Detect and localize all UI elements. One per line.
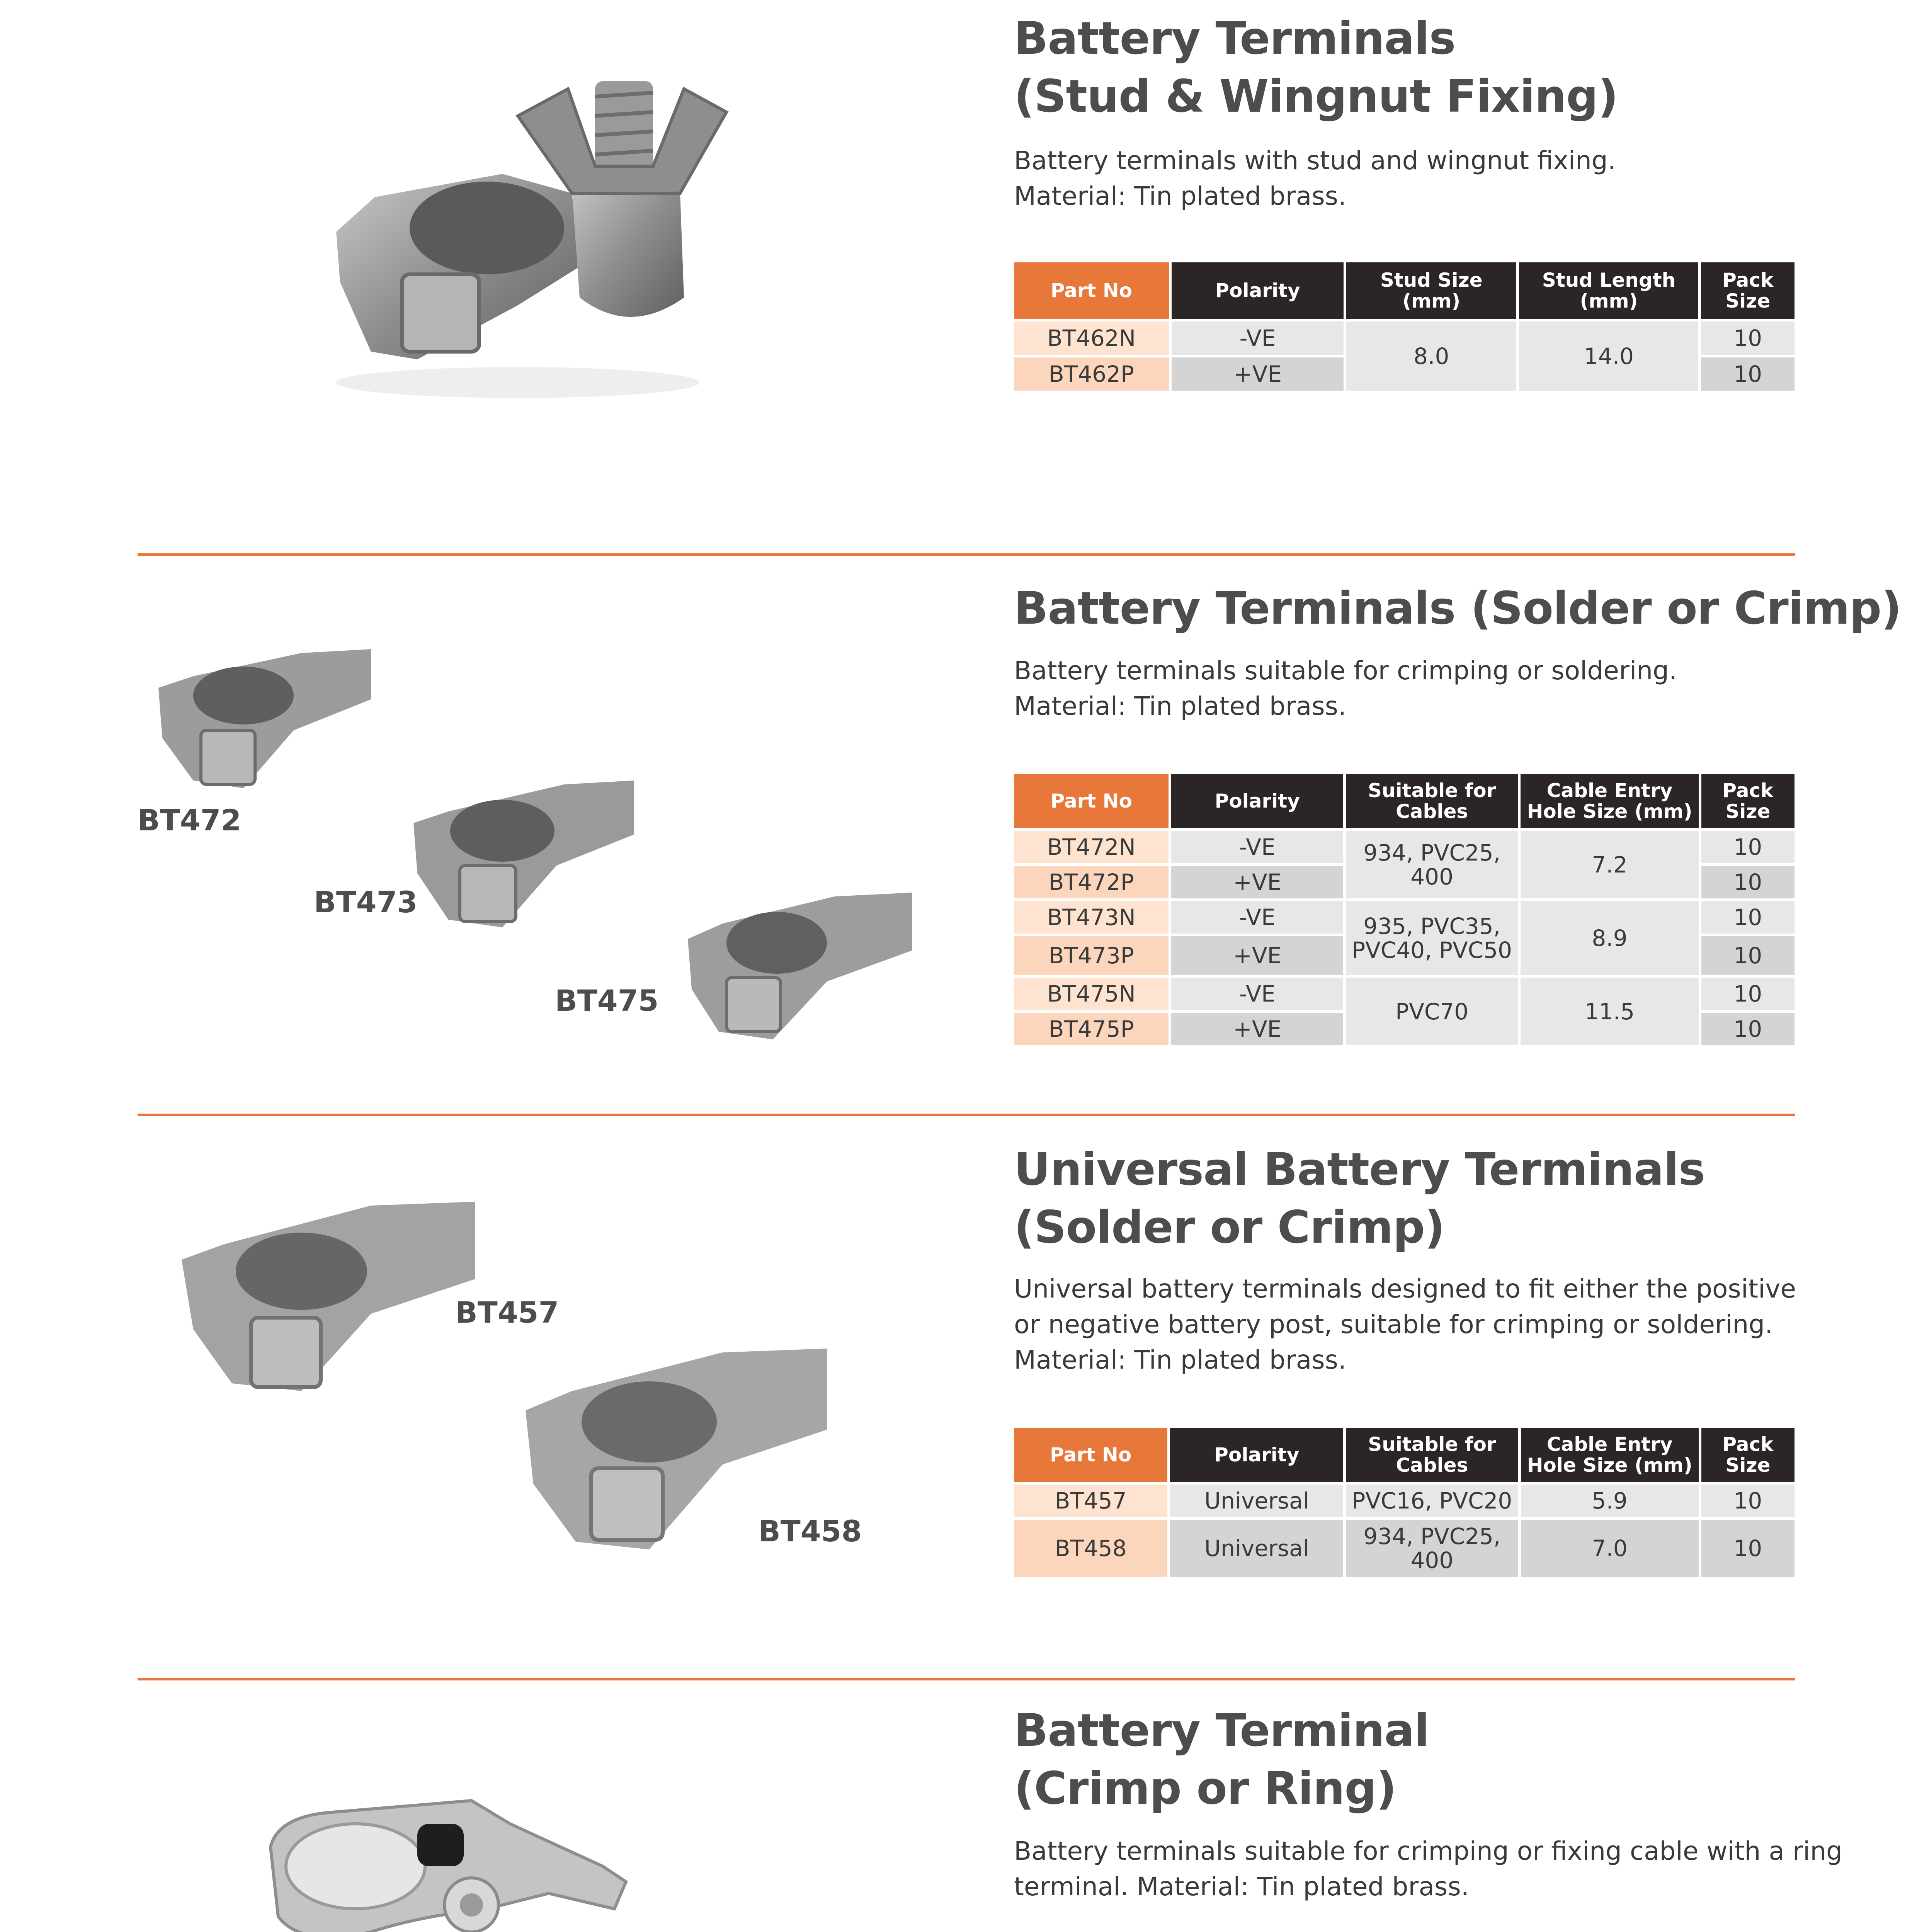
column-header-polarity: Polarity	[1172, 262, 1344, 319]
table-cell-suitable-cables: 934, PVC25, 400	[1346, 1520, 1518, 1577]
section-1-description	[1014, 143, 1616, 214]
solder-terminal-photo-bt472	[147, 634, 379, 806]
section-1-title-line-2: (Stud & Wingnut Fixing)	[1014, 70, 1618, 122]
table-cell-polarity: +VE	[1171, 1013, 1343, 1045]
column-header-pack-size: Pack Size	[1701, 774, 1795, 828]
table-cell-part-no: BT457	[1014, 1485, 1167, 1517]
table-cell-cable-entry-hole: 5.9	[1521, 1485, 1699, 1517]
wingnut-terminal-photo	[301, 66, 734, 415]
table-cell-part-no: BT458	[1014, 1520, 1167, 1577]
table-cell-cable-entry-hole: 7.0	[1521, 1520, 1699, 1577]
table-cell-part-no: BT475P	[1014, 1013, 1169, 1045]
section-divider	[138, 553, 1795, 556]
section-3-title-line-2: (Solder or Crimp)	[1014, 1201, 1445, 1253]
section-2-title	[1014, 580, 1901, 638]
table-cell-cable-entry-hole: 8.9	[1521, 901, 1698, 975]
section-3-desc-line-2: or negative battery post, suitable for crimping or soldering.	[1014, 1310, 1773, 1339]
column-header-pack-size: Pack Size	[1701, 262, 1795, 319]
section-4-title	[1014, 1702, 1429, 1818]
table-cell-pack-size: 10	[1701, 936, 1795, 975]
column-header-part-no: Part No	[1014, 774, 1169, 828]
table-cell-cable-entry-hole: 7.2	[1521, 831, 1698, 898]
section-3-title-line-1: Universal Battery Terminals	[1014, 1143, 1705, 1196]
table-cell-pack-size: 10	[1701, 866, 1795, 898]
table-cell-polarity: +VE	[1172, 357, 1344, 391]
photo-label-bt458: BT458	[758, 1514, 862, 1548]
section-2-description	[1014, 653, 1677, 724]
table-cell-polarity: -VE	[1171, 831, 1343, 863]
table-cell-part-no: BT462P	[1014, 357, 1169, 391]
photo-label-bt475: BT475	[555, 983, 659, 1018]
universal-terminal-photo-bt457	[170, 1182, 487, 1408]
table-cell-polarity: Universal	[1170, 1520, 1343, 1577]
table-cell-suitable-cables: PVC70	[1346, 978, 1518, 1045]
table-cell-stud-length: 14.0	[1519, 321, 1698, 391]
column-header-stud-length: Stud Length (mm)	[1519, 262, 1698, 319]
column-header-pack-size: Pack Size	[1701, 1428, 1795, 1482]
table-cell-cable-entry-hole: 11.5	[1521, 978, 1698, 1045]
table-cell-pack-size: 10	[1701, 1520, 1795, 1577]
table-cell-pack-size: 10	[1701, 901, 1795, 934]
column-header-part-no: Part No	[1014, 1428, 1167, 1482]
table-cell-pack-size: 10	[1701, 1485, 1795, 1517]
section-1-desc-line-1: Battery terminals with stud and wingnut fixing.	[1014, 146, 1616, 175]
table-cell-pack-size: 10	[1701, 831, 1795, 863]
column-header-polarity: Polarity	[1170, 1428, 1343, 1482]
column-header-stud-size: Stud Size (mm)	[1346, 262, 1516, 319]
photo-label-bt472: BT472	[138, 803, 242, 837]
table-cell-polarity: Universal	[1170, 1485, 1343, 1517]
section-1-spec-table	[1011, 260, 1797, 393]
section-4-description	[1014, 1833, 1842, 1905]
table-cell-part-no: BT473N	[1014, 901, 1169, 934]
section-2-title-line-1: Battery Terminals (Solder or Crimp)	[1014, 582, 1902, 634]
section-1-title	[1014, 10, 1618, 126]
table-cell-part-no: BT472N	[1014, 831, 1169, 863]
section-1-desc-line-2: Material: Tin plated brass.	[1014, 181, 1347, 211]
section-2-desc-line-2: Material: Tin plated brass.	[1014, 691, 1347, 721]
table-cell-pack-size: 10	[1701, 978, 1795, 1010]
table-cell-suitable-cables: PVC16, PVC20	[1346, 1485, 1518, 1517]
section-3-desc-line-3: Material: Tin plated brass.	[1014, 1345, 1347, 1375]
section-3-desc-line-1: Universal battery terminals designed to fit either the positive	[1014, 1274, 1796, 1304]
section-1-title-line-1: Battery Terminals	[1014, 12, 1456, 65]
table-cell-suitable-cables: 934, PVC25, 400	[1346, 831, 1518, 898]
section-3-spec-table	[1011, 1425, 1797, 1580]
column-header-suitable-cables: Suitable for Cables	[1346, 1428, 1518, 1482]
section-4-title-line-1: Battery Terminal	[1014, 1704, 1429, 1757]
table-cell-polarity: -VE	[1172, 321, 1344, 355]
section-4-title-line-2: (Crimp or Ring)	[1014, 1762, 1397, 1815]
column-header-suitable-cables: Suitable for Cables	[1346, 774, 1518, 828]
table-cell-stud-size: 8.0	[1346, 321, 1516, 391]
solder-terminal-photo-bt475	[680, 873, 920, 1053]
table-cell-suitable-cables: 935, PVC35, PVC40, PVC50	[1346, 901, 1518, 975]
table-cell-polarity: +VE	[1171, 936, 1343, 975]
table-cell-polarity: -VE	[1171, 901, 1343, 934]
column-header-cable-entry-hole: Cable Entry Hole Size (mm)	[1521, 774, 1698, 828]
section-divider	[138, 1678, 1795, 1680]
column-header-part-no: Part No	[1014, 262, 1169, 319]
column-header-cable-entry-hole: Cable Entry Hole Size (mm)	[1521, 1428, 1699, 1482]
photo-label-bt473: BT473	[314, 885, 418, 919]
table-cell-polarity: -VE	[1171, 978, 1343, 1010]
table-cell-part-no: BT462N	[1014, 321, 1169, 355]
section-4-desc-line-1: Battery terminals suitable for crimping or fixing cable with a ring	[1014, 1836, 1843, 1866]
section-divider	[138, 1114, 1795, 1116]
table-cell-part-no: BT472P	[1014, 866, 1169, 898]
section-2-spec-table	[1011, 771, 1797, 1048]
table-cell-pack-size: 10	[1701, 357, 1795, 391]
section-3-description	[1014, 1271, 1796, 1378]
ring-terminal-photo	[255, 1770, 850, 1932]
solder-terminal-photo-bt473	[402, 765, 641, 945]
section-3-title	[1014, 1141, 1705, 1257]
table-cell-polarity: +VE	[1171, 866, 1343, 898]
table-cell-part-no: BT475N	[1014, 978, 1169, 1010]
column-header-polarity: Polarity	[1171, 774, 1343, 828]
table-cell-pack-size: 10	[1701, 321, 1795, 355]
photo-label-bt457: BT457	[455, 1295, 559, 1330]
section-2-desc-line-1: Battery terminals suitable for crimping or soldering.	[1014, 656, 1677, 685]
table-cell-part-no: BT473P	[1014, 936, 1169, 975]
table-cell-pack-size: 10	[1701, 1013, 1795, 1045]
section-4-desc-line-2: terminal. Material: Tin plated brass.	[1014, 1872, 1469, 1901]
